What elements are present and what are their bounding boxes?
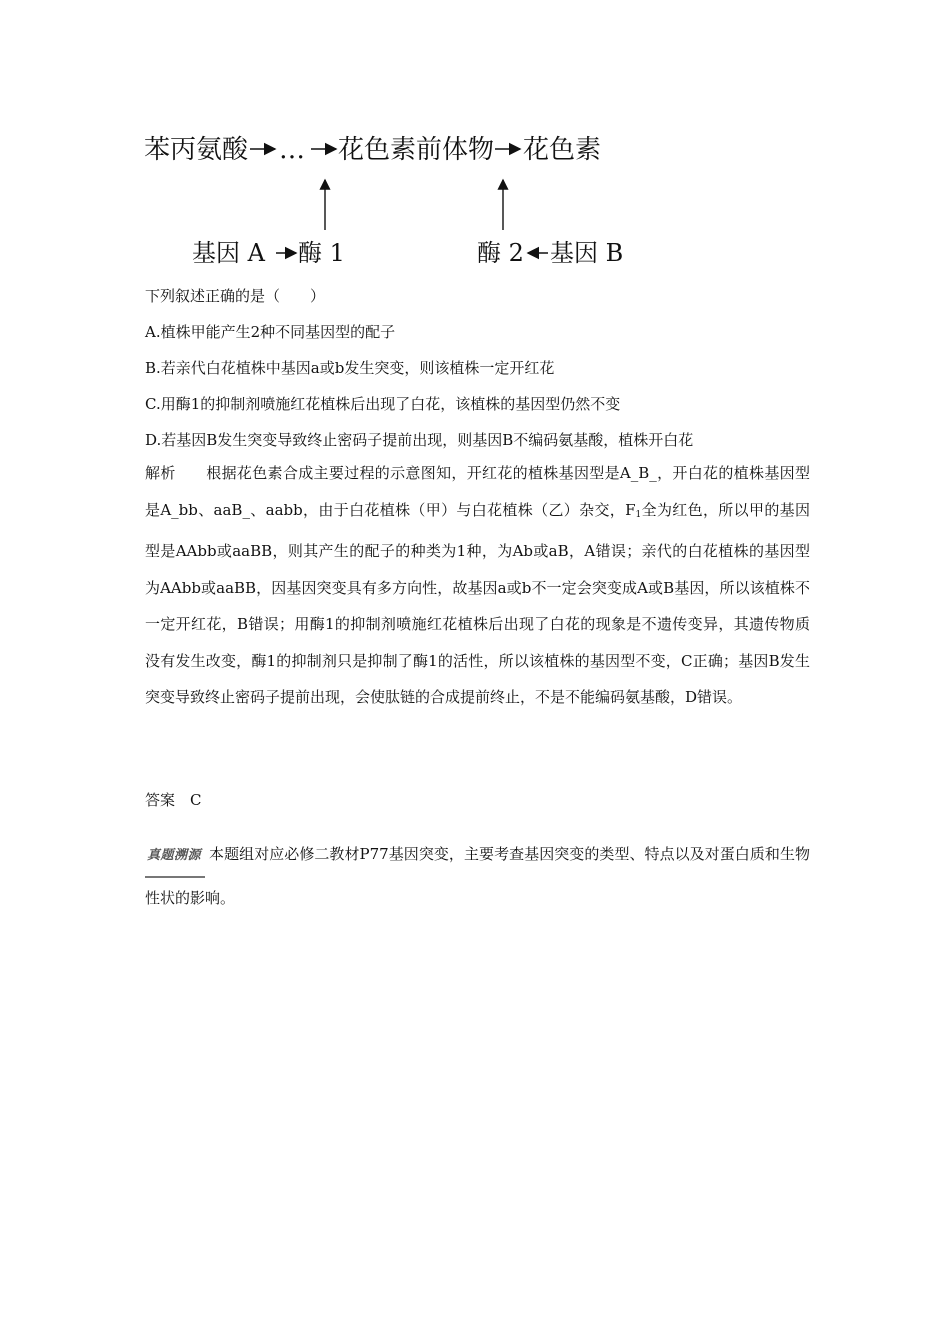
option-a: A.植株甲能产生2种不同基因型的配子 <box>145 323 396 341</box>
answer-value: C <box>190 791 202 809</box>
answer-line <box>145 790 202 810</box>
question-stem: 下列叙述正确的是（ ） <box>145 287 326 305</box>
phenylalanine-label: 苯丙氨酸 <box>144 135 249 165</box>
gene-b-label: 基因 B <box>550 239 624 267</box>
analysis-text-2: 全为红色，所以甲的基因型是AAbb或aaBB，则其产生的配子的种类为1种，为Ab或aB，A错误；亲代的白花植株的基因型为AAbb或aaBB，因基因突变具有多方向性，故基因a或b不一定会突变成A或B基因，所以该植株不一定开红花，B错误；用酶1的抑制剂喷施红花植株后出现了白花的现象是不遗传变异，其遗传物质没有发生改变，酶1的抑制剂只是抑制了酶1的活性，所以该植株的基因型不变，C正确；基因B发生突变导致终止密码子提前出现，会使肽链的合成提前终止，不是不能编码氨基酸，D错误。 <box>145 500 810 706</box>
gene-a-label: 基因 A <box>192 239 265 267</box>
analysis-paragraph <box>145 455 810 716</box>
source-badge: 真题溯源 <box>145 836 205 878</box>
source-text: 本题组对应必修二教材P77基因突变，主要考查基因突变的类型、特点以及对蛋白质和生物性状的影响。 <box>145 845 810 907</box>
analysis-label: 解析 <box>145 464 176 482</box>
analysis-text-1: 根据花色素合成主要过程的示意图知，开红花的植株基因型是A_B_，开白花的植株基因型是A_bb、aaB_、aabb，由于白花植株（甲）与白花植株（乙）杂交，F <box>145 464 810 519</box>
pathway-diagram <box>130 118 650 278</box>
option-d: D.若基因B发生突变导致终止密码子提前出现，则基因B不编码氨基酸，植株开白花 <box>145 431 694 449</box>
ellipsis-label: … <box>279 135 305 165</box>
analysis-subscript: 1 <box>635 509 642 520</box>
enzyme-2-label: 酶 2 <box>477 239 524 267</box>
pigment-label: 花色素 <box>523 135 602 165</box>
source-paragraph <box>145 834 810 918</box>
precursor-label: 花色素前体物 <box>338 135 495 165</box>
option-b: B.若亲代白花植株中基因a或b发生突变，则该植株一定开红花 <box>145 359 555 377</box>
answer-label: 答案 <box>145 791 176 809</box>
enzyme-1-label: 酶 1 <box>298 239 345 267</box>
option-c: C.用酶1的抑制剂喷施红花植株后出现了白花，该植株的基因型仍然不变 <box>145 395 621 413</box>
